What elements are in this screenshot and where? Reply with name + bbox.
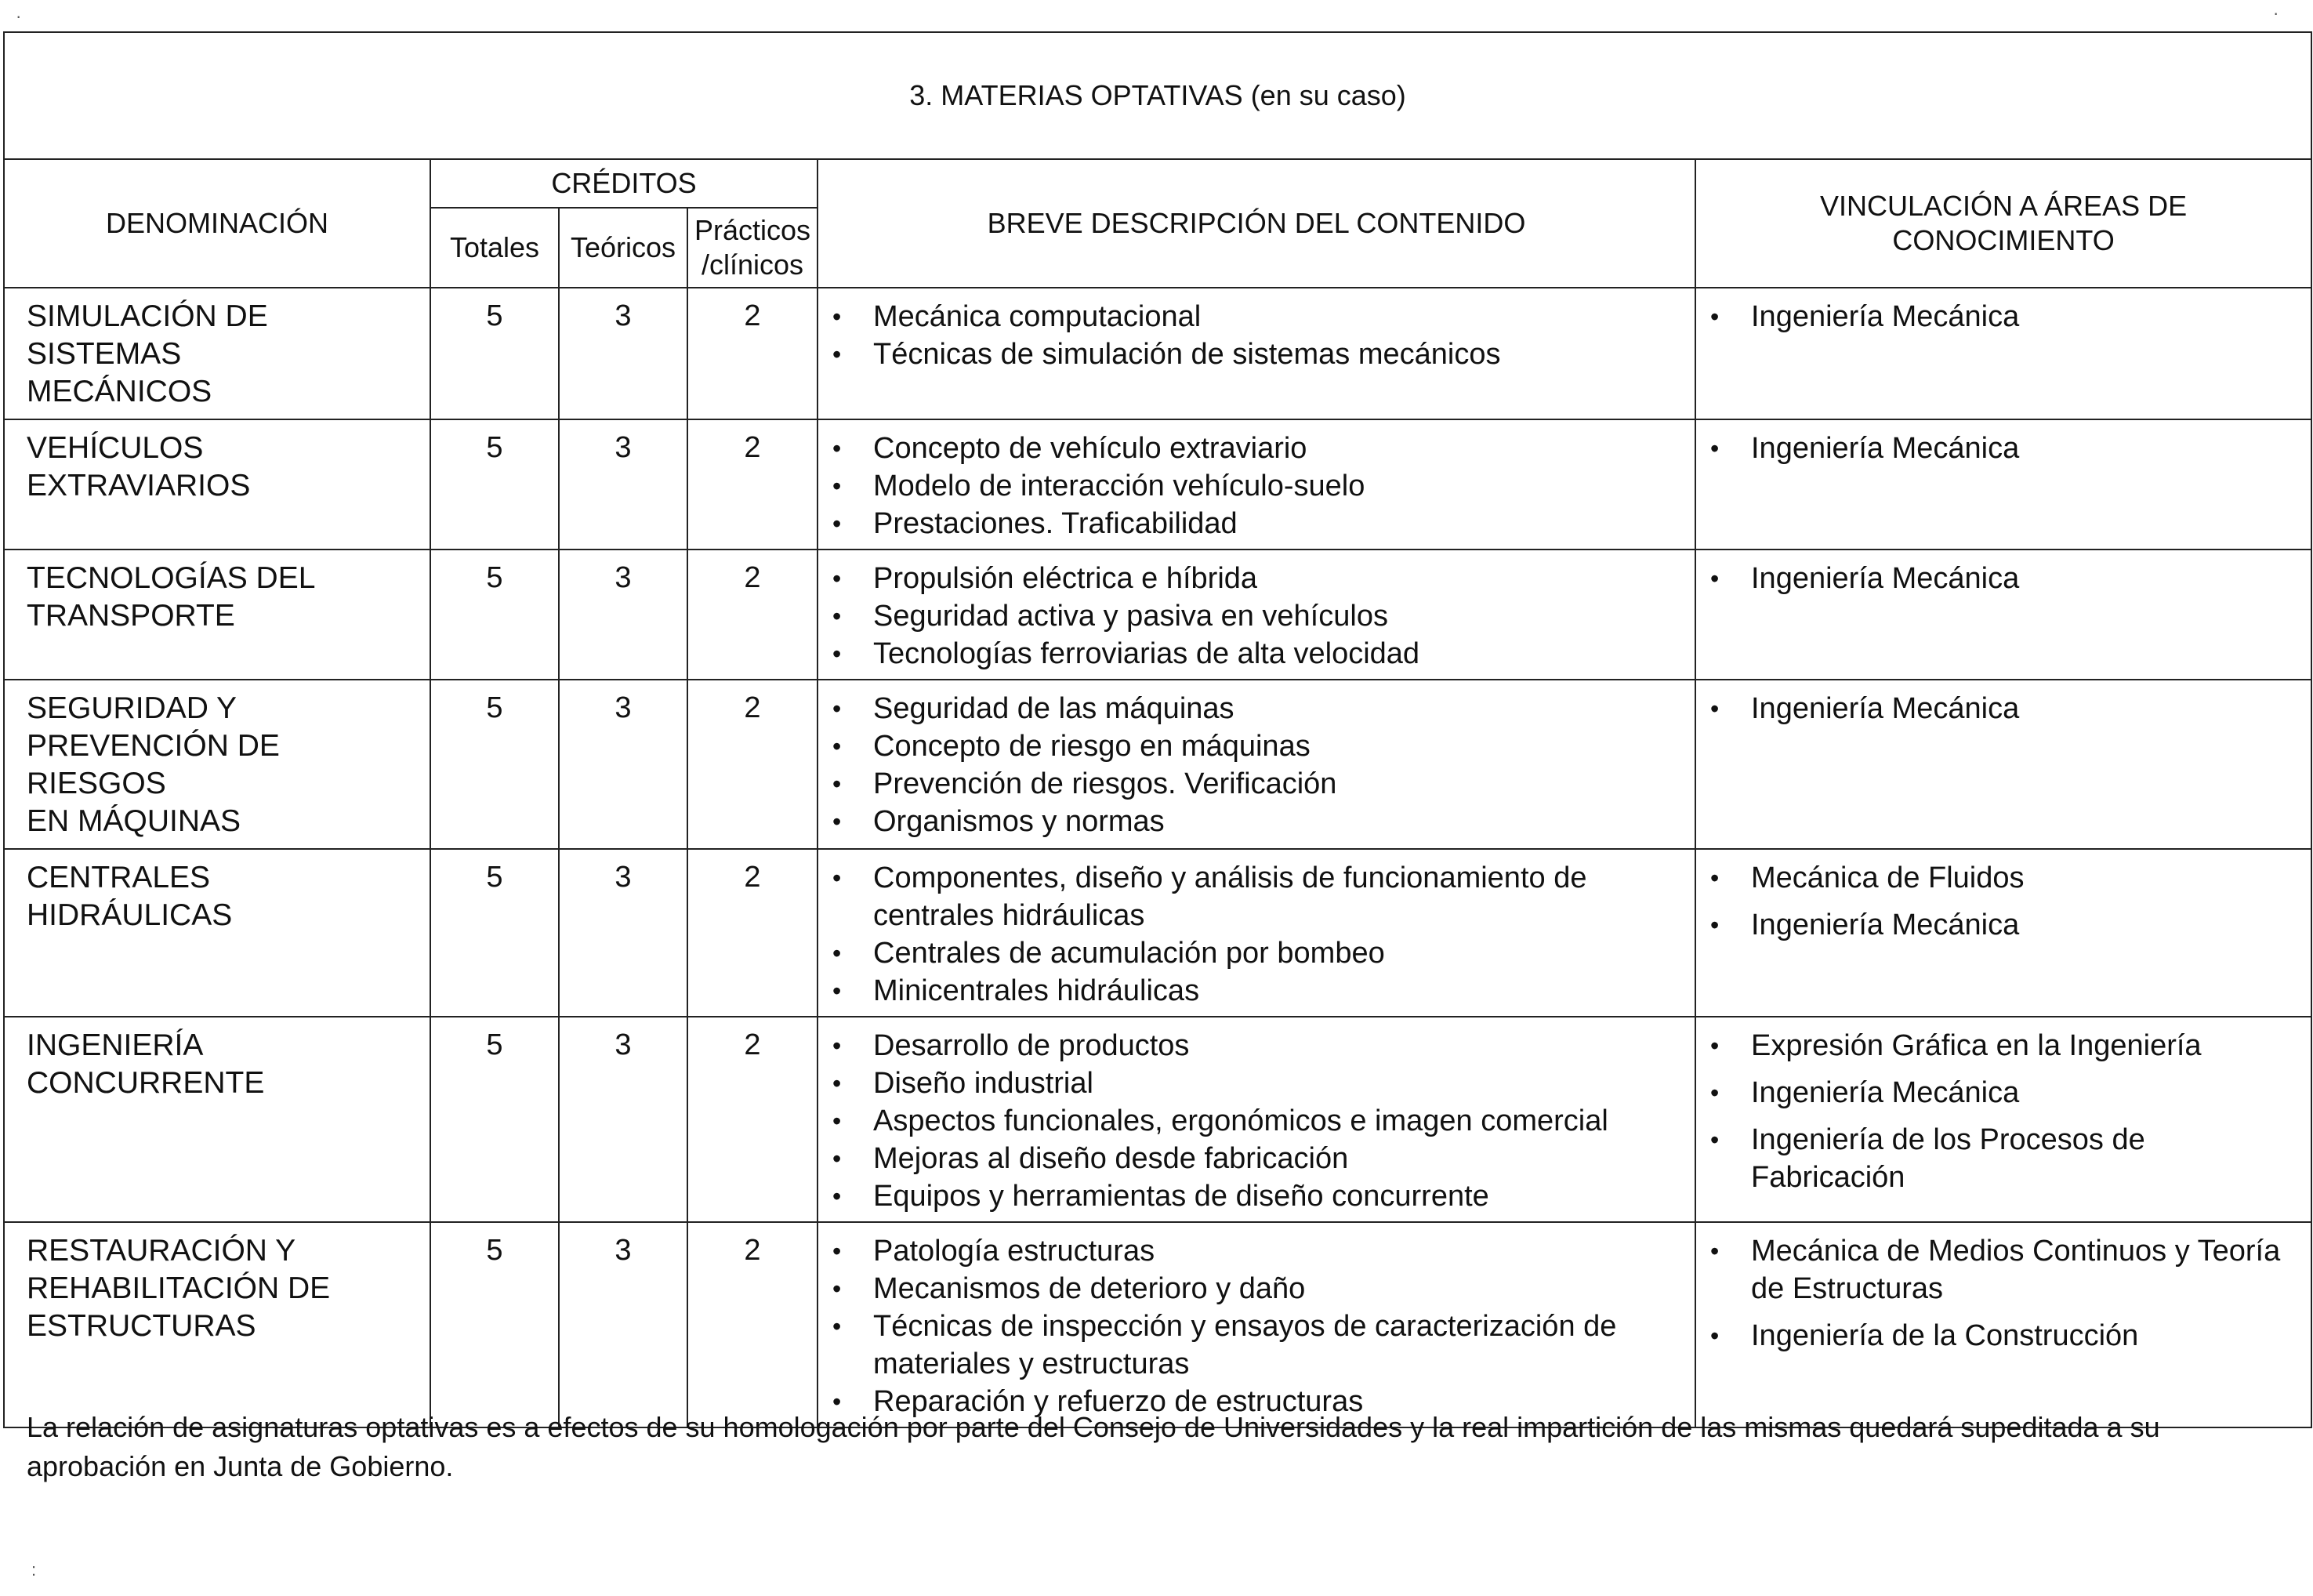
area-item: • Expresión Gráfica en la Ingeniería (1704, 1027, 2303, 1065)
header-denominacion: DENOMINACIÓN (4, 159, 430, 288)
content-list (826, 1027, 1687, 1215)
area-list (1704, 690, 2303, 727)
knowledge-areas (1695, 288, 2311, 419)
content-item: • Mecánica computacional (826, 298, 1687, 336)
content-item: • Técnicas de inspección y ensayos de caracterización de materiales y estructuras (826, 1308, 1687, 1383)
credits-totales: 5 (430, 288, 559, 419)
content-item: • Prevención de riesgos. Verificación (826, 765, 1687, 803)
credits-practicos: 2 (687, 680, 818, 849)
area-item: • Ingeniería Mecánica (1704, 430, 2303, 467)
content-item: • Reparación y refuerzo de estructuras (826, 1383, 1687, 1420)
content-list (826, 298, 1687, 373)
credits-practicos: 2 (687, 550, 818, 680)
knowledge-areas (1695, 550, 2311, 680)
content-item: • Propulsión eléctrica e híbrida (826, 560, 1687, 597)
subject-name: CENTRALES HIDRÁULICAS (4, 849, 430, 1017)
table-row (4, 680, 2311, 849)
content-list (826, 1232, 1687, 1420)
content-description (818, 1017, 1695, 1222)
area-item: • Mecánica de Medios Continuos y Teoría de Estructuras (1704, 1232, 2303, 1308)
content-item: • Centrales de acumulación por bombeo (826, 934, 1687, 972)
content-description (818, 1222, 1695, 1427)
content-description (818, 550, 1695, 680)
content-list (826, 560, 1687, 673)
content-item: • Seguridad de las máquinas (826, 690, 1687, 727)
knowledge-areas (1695, 1017, 2311, 1222)
credits-totales: 5 (430, 680, 559, 849)
content-item: • Seguridad activa y pasiva en vehículos (826, 597, 1687, 635)
credits-teoricos: 3 (559, 849, 687, 1017)
content-item: • Mejoras al diseño desde fabricación (826, 1140, 1687, 1177)
table-row (4, 1017, 2311, 1222)
content-description (818, 419, 1695, 550)
area-list (1704, 298, 2303, 336)
content-list (826, 690, 1687, 840)
content-item: • Tecnologías ferroviarias de alta velocidad (826, 635, 1687, 673)
header-descripcion: BREVE DESCRIPCIÓN DEL CONTENIDO (818, 159, 1695, 288)
table-row (4, 1222, 2311, 1427)
table-row (4, 550, 2311, 680)
content-item: • Mecanismos de deterioro y daño (826, 1270, 1687, 1308)
materias-optativas-table (3, 31, 2312, 1428)
content-list (826, 859, 1687, 1010)
content-item: • Aspectos funcionales, ergonómicos e imagen comercial (826, 1102, 1687, 1140)
knowledge-areas (1695, 1222, 2311, 1427)
credits-teoricos: 3 (559, 1017, 687, 1222)
credits-totales: 5 (430, 1017, 559, 1222)
subject-name: RESTAURACIÓN Y REHABILITACIÓN DE ESTRUCTURAS (4, 1222, 430, 1427)
credits-teoricos: 3 (559, 1222, 687, 1427)
credits-practicos: 2 (687, 849, 818, 1017)
credits-practicos: 2 (687, 1222, 818, 1427)
area-list (1704, 560, 2303, 597)
knowledge-areas (1695, 680, 2311, 849)
content-item: • Desarrollo de productos (826, 1027, 1687, 1065)
content-item: • Componentes, diseño y análisis de funcionamiento de centrales hidráulicas (826, 859, 1687, 934)
knowledge-areas (1695, 849, 2311, 1017)
content-item: • Patología estructuras (826, 1232, 1687, 1270)
header-vinculacion: VINCULACIÓN A ÁREAS DE CONOCIMIENTO (1695, 159, 2311, 288)
footnote: La relación de asignaturas optativas es a efectos de su homologación por parte del Consejo de Universidades y la real impartición de las mismas quedará supeditada a su aprobación en Junta de Gobierno. (27, 1411, 2160, 1482)
subject-name: INGENIERÍA CONCURRENTE (4, 1017, 430, 1222)
table-body (4, 288, 2311, 1427)
content-item: • Técnicas de simulación de sistemas mecánicos (826, 336, 1687, 373)
area-list (1704, 430, 2303, 467)
content-item: • Diseño industrial (826, 1065, 1687, 1102)
header-practicos: Prácticos /clínicos (687, 208, 818, 288)
area-item: • Ingeniería Mecánica (1704, 560, 2303, 597)
content-item: • Concepto de riesgo en máquinas (826, 727, 1687, 765)
area-list (1704, 1027, 2303, 1196)
subject-name: VEHÍCULOS EXTRAVIARIOS (4, 419, 430, 550)
area-item: • Ingeniería Mecánica (1704, 1074, 2303, 1112)
area-item: • Ingeniería de los Procesos de Fabricación (1704, 1121, 2303, 1196)
credits-teoricos: 3 (559, 419, 687, 550)
content-item: • Minicentrales hidráulicas (826, 972, 1687, 1010)
credits-totales: 5 (430, 550, 559, 680)
credits-practicos: 2 (687, 288, 818, 419)
subject-name: SIMULACIÓN DE SISTEMAS MECÁNICOS (4, 288, 430, 419)
area-item: • Ingeniería Mecánica (1704, 690, 2303, 727)
credits-totales: 5 (430, 849, 559, 1017)
content-description (818, 288, 1695, 419)
table-title: 3. MATERIAS OPTATIVAS (en su caso) (4, 32, 2311, 159)
content-item: • Prestaciones. Traficabilidad (826, 505, 1687, 542)
table-row (4, 849, 2311, 1017)
credits-practicos: 2 (687, 1017, 818, 1222)
area-item: • Ingeniería Mecánica (1704, 906, 2303, 944)
table-row (4, 288, 2311, 419)
credits-teoricos: 3 (559, 550, 687, 680)
table-row (4, 419, 2311, 550)
subject-name: SEGURIDAD Y PREVENCIÓN DE RIESGOS EN MÁQUINAS (4, 680, 430, 849)
content-item: • Organismos y normas (826, 803, 1687, 840)
area-list (1704, 1232, 2303, 1355)
header-creditos: CRÉDITOS (430, 159, 818, 208)
content-item: • Equipos y herramientas de diseño concurrente (826, 1177, 1687, 1215)
area-item: • Ingeniería de la Construcción (1704, 1317, 2303, 1355)
content-description (818, 849, 1695, 1017)
area-list (1704, 859, 2303, 944)
credits-teoricos: 3 (559, 288, 687, 419)
area-item: • Mecánica de Fluidos (1704, 859, 2303, 897)
credits-totales: 5 (430, 419, 559, 550)
content-description (818, 680, 1695, 849)
credits-totales: 5 (430, 1222, 559, 1427)
header-totales: Totales (430, 208, 559, 288)
content-item: • Concepto de vehículo extraviario (826, 430, 1687, 467)
knowledge-areas (1695, 419, 2311, 550)
credits-teoricos: 3 (559, 680, 687, 849)
content-item: • Modelo de interacción vehículo-suelo (826, 467, 1687, 505)
header-teoricos: Teóricos (559, 208, 687, 288)
content-list (826, 430, 1687, 542)
area-item: • Ingeniería Mecánica (1704, 298, 2303, 336)
credits-practicos: 2 (687, 419, 818, 550)
subject-name: TECNOLOGÍAS DEL TRANSPORTE (4, 550, 430, 680)
